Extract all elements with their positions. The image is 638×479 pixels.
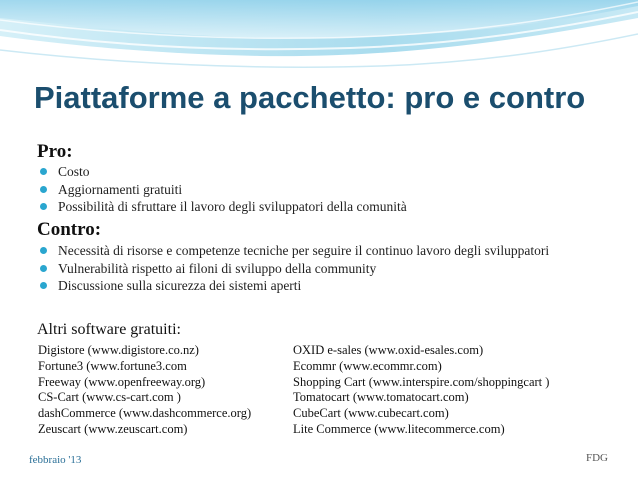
contro-item-text: Vulnerabilità rispetto ai filoni di sviluppo della community (58, 260, 377, 276)
bullet-icon (40, 203, 47, 210)
list-item (38, 163, 558, 181)
contro-list (38, 242, 558, 295)
pro-heading: Pro: (37, 141, 73, 162)
software-list-right (293, 343, 549, 438)
header-wave-decoration (0, 0, 638, 72)
pro-item-text: Costo (58, 164, 90, 179)
slide-title: Piattaforme a pacchetto: pro e contro (34, 80, 586, 115)
list-item: Freeway (www.openfreeway.org) (38, 374, 206, 389)
list-item: Shopping Cart (www.interspire.com/shoppingcart ) (293, 374, 550, 389)
bullet-icon (40, 247, 47, 254)
list-item (38, 277, 558, 295)
other-software-heading: Altri software gratuiti: (37, 321, 181, 338)
bullet-icon (40, 282, 47, 289)
list-item: OXID e-sales (www.oxid-esales.com) (293, 343, 484, 357)
list-item: Tomatocart (www.tomatocart.com) (293, 390, 469, 405)
footer-date: febbraio '13 (29, 454, 82, 466)
list-item: Zeuscart (www.zeuscart.com) (38, 421, 188, 436)
list-item (38, 181, 558, 199)
list-item: Lite Commerce (www.litecommerce.com) (293, 421, 505, 436)
list-item: CubeCart (www.cubecart.com) (293, 406, 449, 421)
contro-item-text: Discussione sulla sicurezza dei sistemi aperti (58, 278, 302, 293)
pro-item-text: Aggiornamenti gratuiti (58, 181, 183, 197)
list-item: CS-Cart (www.cs-cart.com ) (38, 390, 181, 405)
list-item (38, 260, 558, 278)
software-list-left (38, 343, 251, 438)
list-item: dashCommerce (www.dashcommerce.org) (38, 406, 252, 421)
footer-author: FDG (586, 452, 609, 464)
list-item: Fortune3 (www.fortune3.com (38, 358, 187, 373)
bullet-icon (40, 186, 47, 193)
list-item (38, 242, 558, 260)
list-item: Digistore (www.digistore.co.nz) (38, 343, 199, 357)
list-item (38, 198, 558, 216)
pro-item-text: Possibilità di sfruttare il lavoro degli sviluppatori della comunità (58, 199, 407, 214)
bullet-icon (40, 265, 47, 272)
list-item: Ecommr (www.ecommr.com) (293, 358, 442, 373)
bullet-icon (40, 168, 47, 175)
pro-list (38, 163, 558, 216)
contro-heading: Contro: (37, 219, 102, 240)
contro-item-text: Necessità di risorse e competenze tecniche per seguire il continuo lavoro degli sviluppatori (58, 243, 550, 258)
